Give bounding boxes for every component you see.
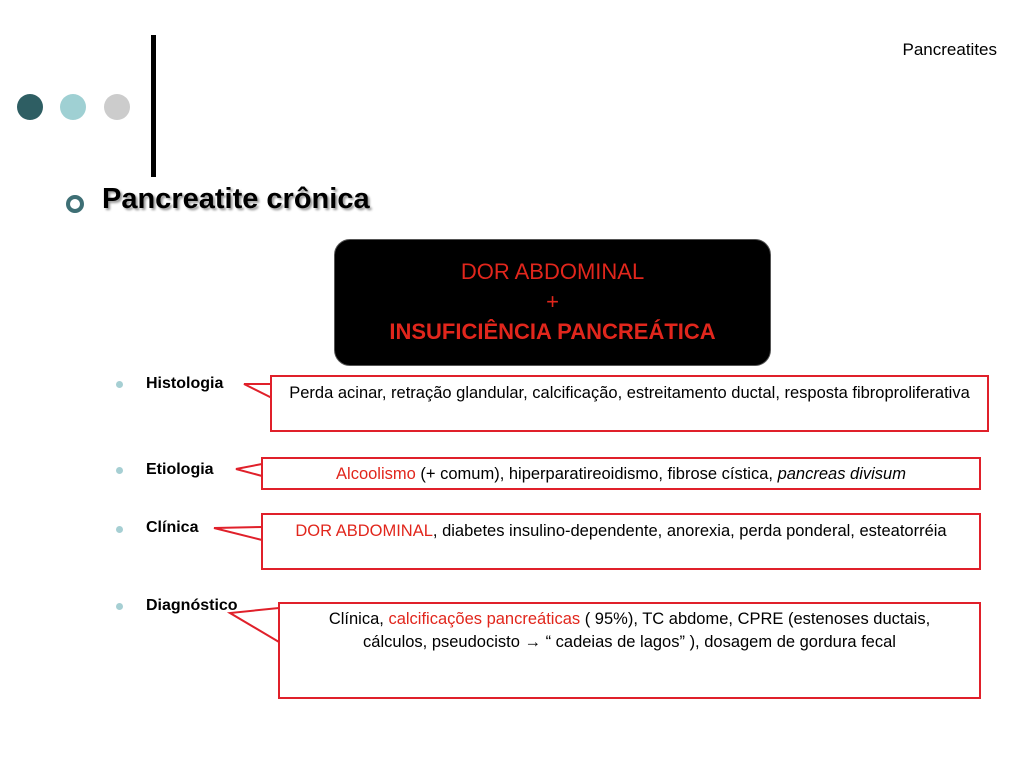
- label-diagnostico: Diagnóstico: [146, 597, 238, 614]
- text-etiologia: (+ comum), hiperparatireoidismo, fibrose cística,: [415, 465, 778, 483]
- text-histologia: Perda acinar, retração glandular, calcificação, estreitamento ductal, resposta fibroproliferativa: [289, 384, 970, 402]
- arrow-right-icon: →: [524, 633, 541, 651]
- slide-title: Pancreatite crônica: [102, 183, 370, 215]
- bullet-diagnostico: [116, 603, 123, 610]
- highlight-line-2: +: [546, 289, 559, 314]
- box-clinica: [261, 513, 981, 570]
- callout-pointer-etiologia: [236, 464, 262, 476]
- pre-diagnostico: Clínica,: [328, 610, 389, 628]
- box-etiologia: [261, 457, 981, 490]
- italic-etiologia: pancreas divisum: [777, 465, 906, 483]
- red-etiologia: Alcoolismo: [336, 465, 416, 483]
- box-diagnostico: [278, 602, 981, 699]
- header-title: Pancreatites: [902, 40, 997, 59]
- label-clinica: Clínica: [146, 519, 199, 536]
- box-histologia: [270, 375, 989, 432]
- bullet-clinica: [116, 526, 123, 533]
- label-histologia: Histologia: [146, 375, 224, 392]
- label-etiologia: Etiologia: [146, 461, 214, 478]
- text-clinica: , diabetes insulino-dependente, anorexia, perda ponderal, esteatorréia: [432, 522, 947, 540]
- red-diagnostico: calcificações pancreáticas: [388, 610, 581, 628]
- callout-pointer-histologia: [244, 384, 272, 398]
- highlight-line-3: INSUFICIÊNCIA PANCREÁTICA: [389, 319, 716, 344]
- callout-pointer-clinica: [214, 527, 262, 540]
- bullet-etiologia: [116, 467, 123, 474]
- highlight-line-1: DOR ABDOMINAL: [460, 259, 645, 284]
- text-diagnostico: ( 95%), TC abdome, CPRE (estenoses ductais, cálculos, pseudocisto: [363, 610, 931, 651]
- post-diagnostico: “ cadeias de lagos” ), dosagem de gordura fecal: [540, 633, 896, 651]
- red-clinica: DOR ABDOMINAL: [295, 522, 433, 540]
- bullet-histologia: [116, 381, 123, 388]
